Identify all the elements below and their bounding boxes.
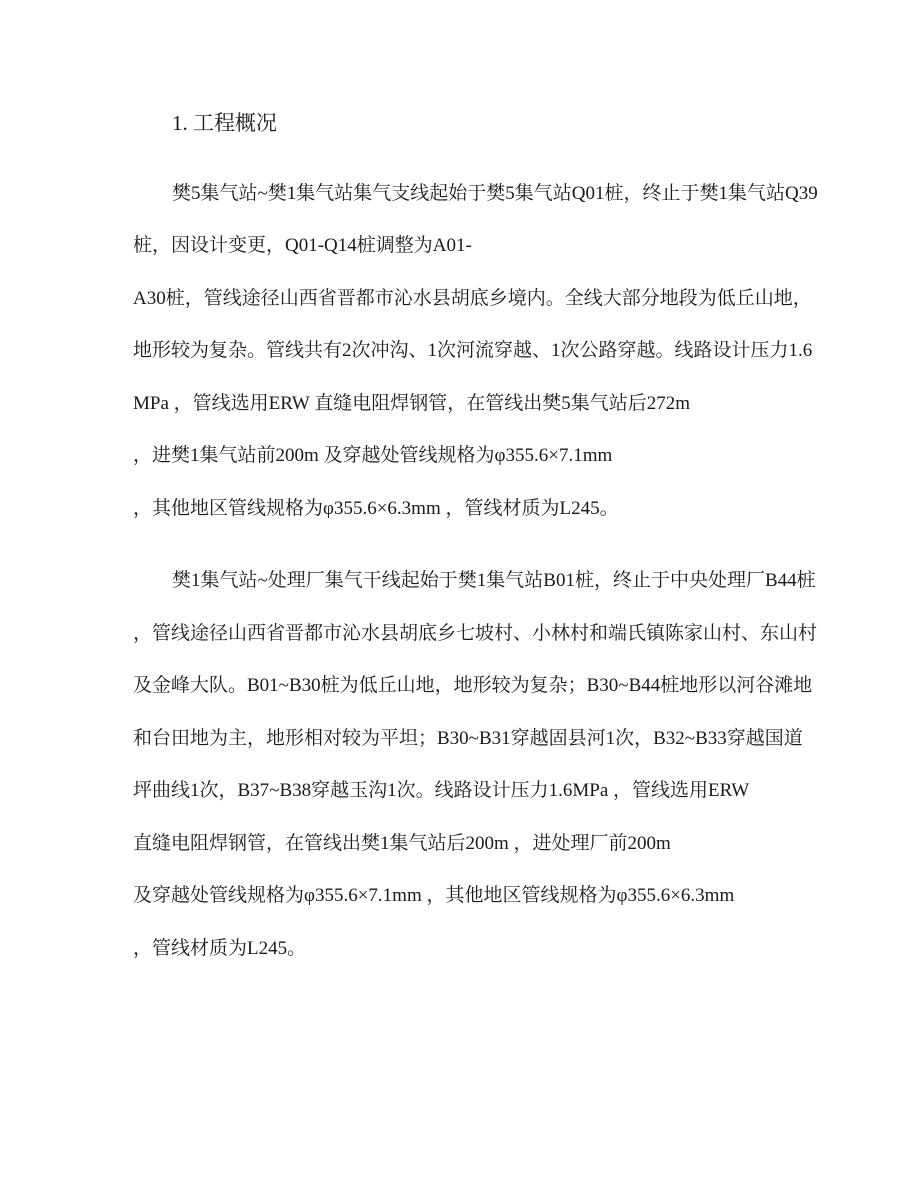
text-line: ，管线材质为L245。 [133, 937, 307, 959]
text-line: 及金峰大队。B01~B30桩为低丘山地，地形较为复杂；B30~B44桩地形以河谷滩地 [133, 675, 813, 696]
text-line: 及穿越处管线规格为φ355.6×7.1mm ，其他地区管线规格为φ355.6×6.3mm [133, 885, 735, 906]
text-line: MPa ，管线选用ERW 直缝电阻焊钢管，在管线出樊5集气站后272m [133, 392, 690, 414]
text-line: 直缝电阻焊钢管，在管线出樊1集气站后200m ，进处理厂前200m [133, 832, 671, 854]
text-line: 地形较为复杂。管线共有2次冲沟、1次河流穿越、1次公路穿越。线路设计压力1.6 [133, 340, 813, 361]
section-heading: 1. 工程概况 [172, 111, 277, 135]
text-line: ，进樊1集气站前200m 及穿越处管线规格为φ355.6×7.1mm [133, 445, 613, 466]
text-line: 樊1集气站~处理厂集气干线起始于樊1集气站B01桩，终止于中央处理厂B44桩 [172, 570, 816, 591]
text-line: 和台田地为主，地形相对较为平坦；B30~B31穿越固县河1次，B32~B33穿越国道 [133, 727, 803, 749]
paragraph-branch-pipeline [133, 168, 818, 536]
text-line: ，其他地区管线规格为φ355.6×6.3mm ，管线材质为L245。 [133, 497, 619, 519]
text-line: A30桩，管线途径山西省晋都市沁水县胡底乡境内。全线大部分地段为低丘山地， [133, 287, 812, 309]
text-line: 坪曲线1次，B37~B38穿越玉沟1次。线路设计压力1.6MPa ，管线选用ERW [133, 780, 750, 801]
document-content [133, 97, 818, 975]
paragraph-trunk-pipeline [133, 555, 818, 975]
text-line: ，管线途径山西省晋都市沁水县胡底乡七坡村、小林村和端氏镇陈家山村、东山村 [133, 622, 818, 644]
text-line: 樊5集气站~樊1集气站集气支线起始于樊5集气站Q01桩，终止于樊1集气站Q39 [172, 182, 818, 204]
text-line: 桩，因设计变更，Q01-Q14桩调整为A01- [133, 235, 472, 256]
